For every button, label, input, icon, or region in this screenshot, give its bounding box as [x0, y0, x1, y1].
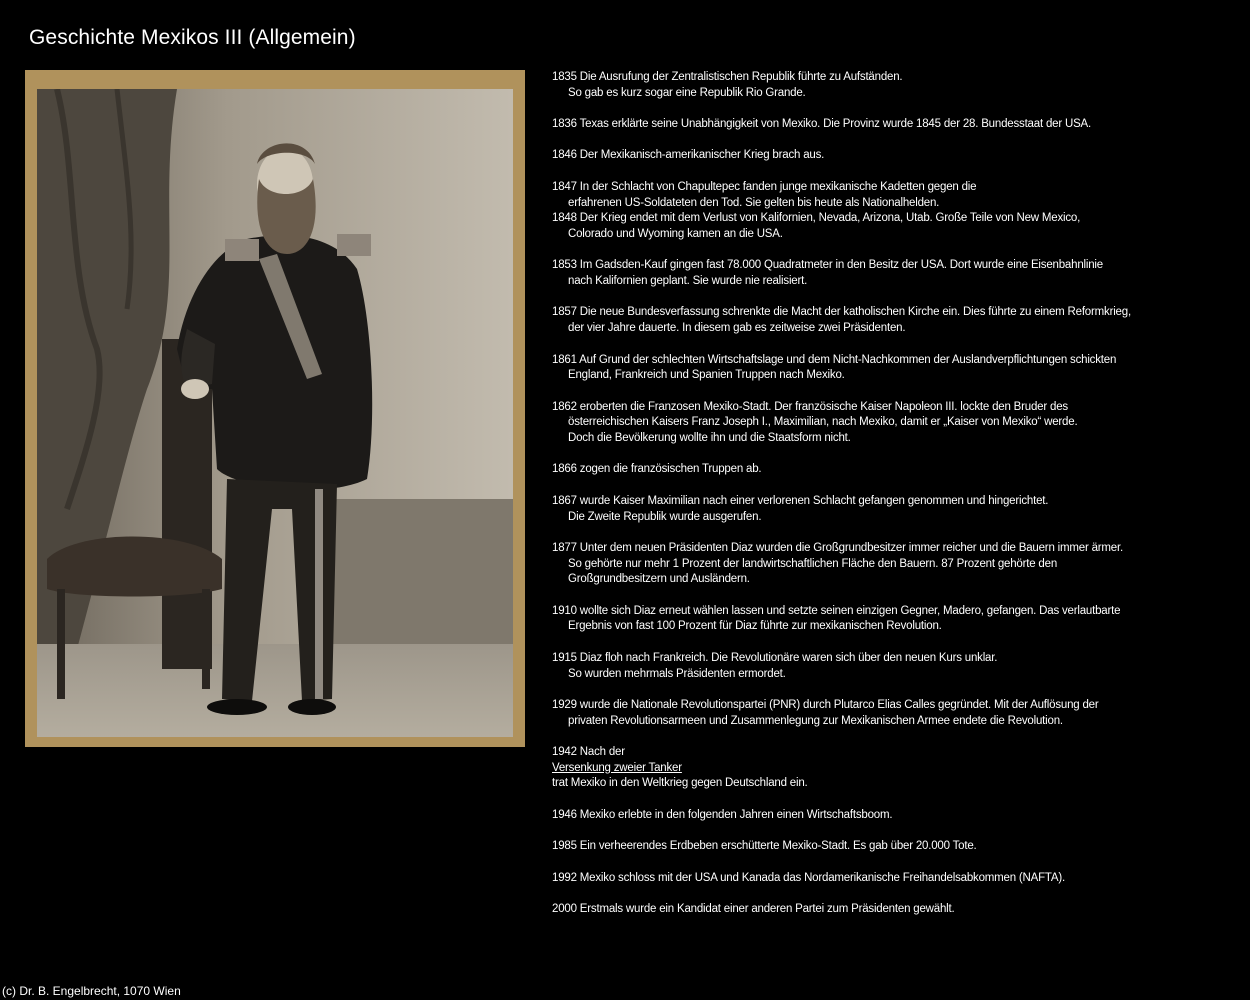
timeline-entry-1992 [552, 871, 1232, 887]
entry-year: 1861 [552, 353, 577, 366]
entry-text-continued: österreichischen Kaisers Franz Joseph I., Maximilian, nach Mexiko, damit er „Kaiser von Mexiko“ werde. [568, 416, 1078, 429]
timeline-entry-1846 [552, 148, 1232, 164]
entry-text: wurde Kaiser Maximilian nach einer verlorenen Schlacht gefangen genommen und hingerichtet. [579, 494, 1049, 507]
timeline-entry-1946 [552, 808, 1232, 824]
entry-text: In der Schlacht von Chapultepec fanden junge mexikanische Kadetten gegen die [579, 180, 977, 193]
timeline-entry-1877 [552, 541, 1232, 588]
entry-year: 1848 [552, 212, 577, 225]
entry-text-continued: Die Zweite Republik wurde ausgerufen. [568, 510, 762, 523]
entry-text: Mexiko erlebte in den folgenden Jahren einen Wirtschaftsboom. [579, 808, 893, 821]
entry-text-continued: Doch die Bevölkerung wollte ihn und die Staatsform nicht. [568, 432, 851, 445]
entry-year: 1929 [552, 698, 577, 711]
entry-text-continued: England, Frankreich und Spanien Truppen nach Mexiko. [568, 369, 845, 382]
entry-year: 1942 [552, 746, 577, 759]
entry-text: Die neue Bundesverfassung schrenkte die Macht der katholischen Kirche ein. Dies führte zu einem Reformkrieg, [579, 306, 1131, 319]
entry-text: Diaz floh nach Frankreich. Die Revolutionäre waren sich über den neuen Kurs unklar. [579, 651, 998, 664]
entry-year: 1915 [552, 651, 577, 664]
entry-text-continued: So gab es kurz sogar eine Republik Rio Grande. [568, 86, 806, 99]
timeline [552, 70, 1232, 918]
entry-text-continued: So wurden mehrmals Präsidenten ermordet. [568, 667, 786, 680]
entry-text: Die Ausrufung der Zentralistischen Republik führte zu Aufständen. [579, 71, 903, 83]
entry-year: 1877 [552, 541, 577, 554]
entry-text-continued: Colorado und Wyoming kamen an die USA. [568, 227, 783, 240]
entry-year: 2000 [552, 902, 577, 915]
timeline-entry-1853 [552, 258, 1232, 289]
entry-text-after: trat Mexiko in den Weltkrieg gegen Deutschland ein. [552, 777, 808, 790]
entry-text-continued: nach Kalifornien geplant. Sie wurde nie realisiert. [568, 275, 808, 288]
portrait-illustration [37, 89, 513, 737]
entry-year: 1866 [552, 463, 577, 476]
entry-text-continued: Großgrundbesitzern und Ausländern. [568, 573, 750, 586]
entry-text: Ein verheerendes Erdbeben erschütterte Mexiko-Stadt. Es gab über 20.000 Tote. [579, 840, 977, 853]
page-title: Geschichte Mexikos III (Allgemein) [29, 26, 356, 49]
timeline-entry-1910 [552, 604, 1232, 635]
entry-text: Texas erklärte seine Unabhängigkeit von Mexiko. Die Provinz wurde 1845 der 28. Bundesstaat der USA. [579, 118, 1092, 131]
entry-year: 1835 [552, 71, 577, 83]
entry-year: 1985 [552, 840, 577, 853]
timeline-entry-1929 [552, 698, 1232, 729]
versenkung-link[interactable]: Versenkung zweier Tanker [552, 761, 682, 774]
entry-year: 1847 [552, 180, 577, 193]
portrait-photo [37, 89, 513, 737]
entry-text: Erstmals wurde ein Kandidat einer anderen Partei zum Präsidenten gewählt. [579, 902, 955, 915]
entry-year: 1867 [552, 494, 577, 507]
timeline-entry-1847 [552, 180, 1232, 211]
entry-year: 1846 [552, 149, 577, 162]
entry-year: 1853 [552, 259, 577, 272]
timeline-entry-1857 [552, 305, 1232, 336]
timeline-entry-1848 [552, 211, 1232, 242]
entry-year: 1992 [552, 871, 577, 884]
entry-text: Im Gadsden-Kauf gingen fast 78.000 Quadratmeter in den Besitz der USA. Dort wurde eine Eisenbahnlinie [579, 259, 1103, 272]
timeline-entry-1836 [552, 117, 1232, 133]
entry-text-continued: privaten Revolutionsarmeen und Zusammenlegung zur Mexikanischen Armee endete die Revolution. [568, 714, 1063, 727]
entry-year: 1946 [552, 808, 577, 821]
entry-text: Der Krieg endet mit dem Verlust von Kalifornien, Nevada, Arizona, Utab. Große Teile von New Mexico, [579, 212, 1081, 225]
entry-text: zogen die französischen Truppen ab. [579, 463, 762, 476]
entry-text-continued: So gehörte nur mehr 1 Prozent der landwirtschaftlichen Fläche den Bauern. 87 Prozent gehörte den [568, 557, 1058, 570]
timeline-entry-1915 [552, 651, 1232, 682]
entry-year: 1836 [552, 118, 577, 131]
timeline-entry-1985 [552, 839, 1232, 855]
timeline-entry-1866 [552, 462, 1232, 478]
entry-text: wollte sich Diaz erneut wählen lassen und setzte seinen einzigen Gegner, Madero, gefangen. Das verlautbarte [579, 604, 1121, 617]
timeline-entries [552, 70, 1232, 729]
entry-year: 1862 [552, 400, 577, 413]
photo-frame [25, 70, 525, 747]
timeline-entry-1862 [552, 400, 1232, 447]
entry-year: 1910 [552, 604, 577, 617]
entry-text: Der Mexikanisch-amerikanischer Krieg brach aus. [579, 149, 825, 162]
entry-text-continued: erfahrenen US-Soldateten den Tod. Sie gelten bis heute als Nationalhelden. [568, 196, 940, 209]
entry-text-continued: der vier Jahre dauerte. In diesem gab es zeitweise zwei Präsidenten. [568, 322, 906, 335]
entry-text: Mexiko schloss mit der USA und Kanada das Nordamerikanische Freihandelsabkommen (NAFTA). [579, 871, 1066, 884]
timeline-entry-1861 [552, 353, 1232, 384]
entry-text: Nach der [579, 746, 625, 759]
entry-text: wurde die Nationale Revolutionspartei (PNR) durch Plutarco Elias Calles gegründet. Mit der Auflösung der [579, 698, 1099, 711]
timeline-entry-1867 [552, 494, 1232, 525]
timeline-entries-late [552, 792, 1232, 918]
timeline-entry-1942 [552, 745, 1232, 792]
entry-text-continued: Ergebnis von fast 100 Prozent für Diaz führte zur mexikanischen Revolution. [568, 620, 942, 633]
entry-text: Unter dem neuen Präsidenten Diaz wurden die Großgrundbesitzer immer reicher und die Bauern immer ärmer. [579, 541, 1123, 554]
timeline-entry-1835 [552, 70, 1232, 101]
entry-text: Auf Grund der schlechten Wirtschaftslage und dem Nicht-Nachkommen der Auslandverpflichtungen schickten [579, 353, 1117, 366]
footer-copyright: (c) Dr. B. Engelbrecht, 1070 Wien [2, 984, 181, 998]
entry-year: 1857 [552, 306, 577, 319]
timeline-entry-2000 [552, 902, 1232, 918]
entry-text: eroberten die Franzosen Mexiko-Stadt. Der französische Kaiser Napoleon III. lockte den Bruder des [579, 400, 1068, 413]
